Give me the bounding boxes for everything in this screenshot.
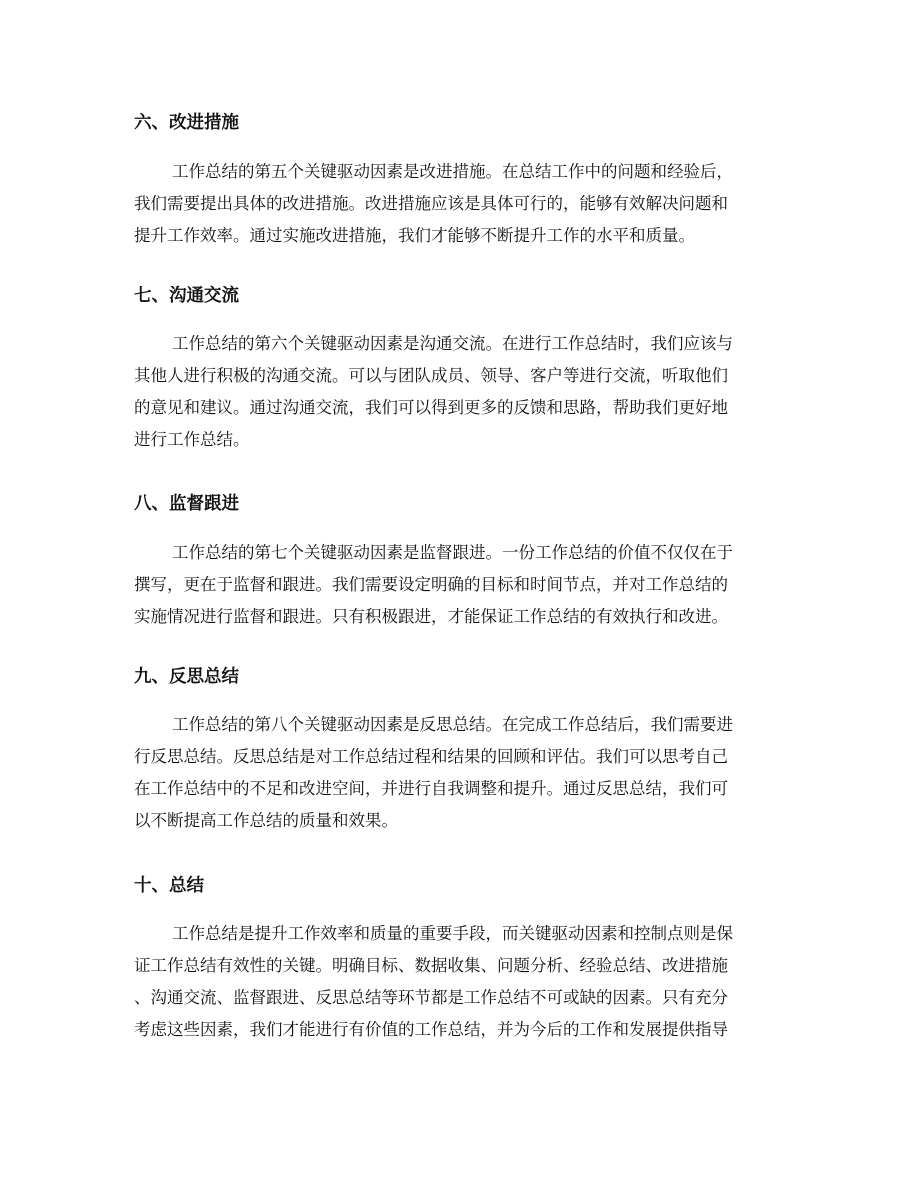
section-heading: 九、反思总结: [134, 667, 239, 687]
paragraph-line: 在工作总结中的不足和改进空间，并进行自我调整和提升。通过反思总结，我们可: [134, 779, 728, 798]
paragraph-line: 撰写，更在于监督和跟进。我们需要设定明确的目标和时间节点，并对工作总结的: [134, 575, 728, 594]
section-heading: 七、沟通交流: [134, 286, 239, 306]
section-heading: 六、改进措施: [134, 113, 239, 133]
paragraph-line: 工作总结的第五个关键驱动因素是改进措施。在总结工作中的问题和经验后，: [172, 162, 733, 181]
paragraph-line: 行反思总结。反思总结是对工作总结过程和结果的回顾和评估。我们可以思考自己: [134, 747, 728, 766]
section-paragraph: [134, 918, 790, 1046]
paragraph-line: 工作总结是提升工作效率和质量的重要手段，而关键驱动因素和控制点则是保: [172, 924, 733, 943]
paragraph-line: 的意见和建议。通过沟通交流，我们可以得到更多的反馈和思路，帮助我们更好地: [134, 398, 728, 417]
paragraph-line: 工作总结的第六个关键驱动因素是沟通交流。在进行工作总结时，我们应该与: [172, 334, 733, 353]
section-paragraph: [134, 156, 790, 252]
section-paragraph: [134, 709, 790, 837]
section-heading: 八、监督跟进: [134, 494, 239, 514]
paragraph-line: 提升工作效率。通过实施改进措施，我们才能够不断提升工作的水平和质量。: [134, 226, 695, 245]
paragraph-line: 、沟通交流、监督跟进、反思总结等环节都是工作总结不可或缺的因素。只有充分: [134, 988, 728, 1007]
section-paragraph: [134, 537, 790, 633]
paragraph-line: 其他人进行积极的沟通交流。可以与团队成员、领导、客户等进行交流，听取他们: [134, 366, 728, 385]
section-paragraph: [134, 328, 790, 456]
paragraph-line: 我们需要提出具体的改进措施。改进措施应该是具体可行的，能够有效解决问题和: [134, 194, 728, 213]
paragraph-line: 考虑这些因素，我们才能进行有价值的工作总结，并为今后的工作和发展提供指导: [134, 1020, 728, 1039]
paragraph-line: 证工作总结有效性的关键。明确目标、数据收集、问题分析、经验总结、改进措施: [134, 956, 728, 975]
paragraph-line: 实施情况进行监督和跟进。只有积极跟进，才能保证工作总结的有效执行和改进。: [134, 607, 728, 626]
paragraph-line: 进行工作总结。: [134, 430, 250, 449]
section-heading: 十、总结: [134, 876, 204, 896]
paragraph-line: 工作总结的第七个关键驱动因素是监督跟进。一份工作总结的价值不仅仅在于: [172, 543, 733, 562]
paragraph-line: 以不断提高工作总结的质量和效果。: [134, 811, 398, 830]
paragraph-line: 工作总结的第八个关键驱动因素是反思总结。在完成工作总结后，我们需要进: [172, 715, 733, 734]
